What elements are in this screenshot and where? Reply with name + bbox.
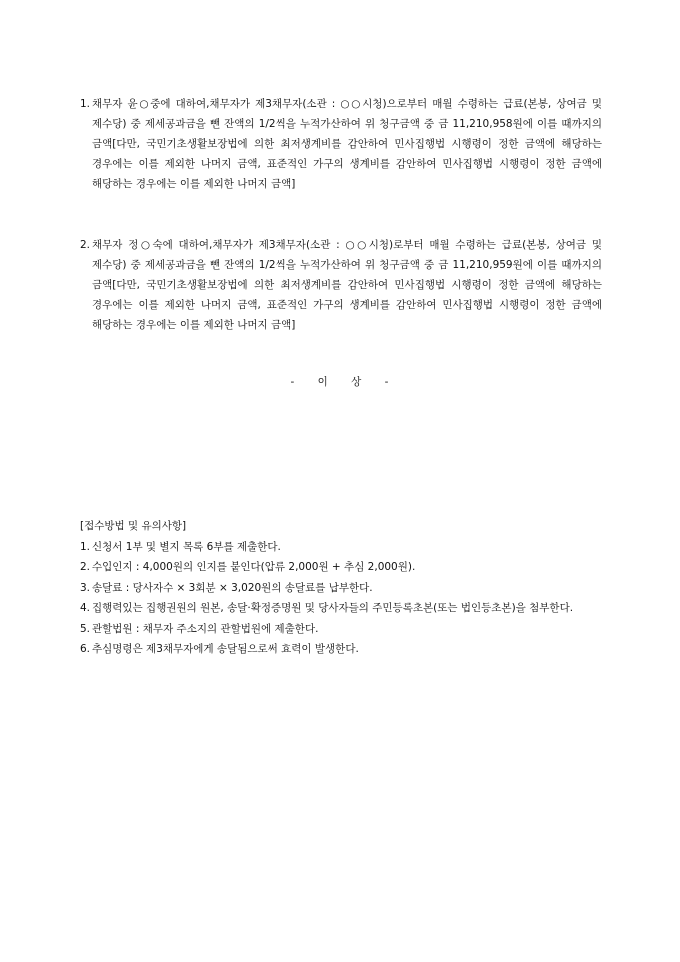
note-text: 추심명령은 제3채무자에게 송달됨으로써 효력이 발생한다. [92, 643, 359, 655]
list-item [80, 94, 602, 194]
note-item [80, 639, 606, 660]
note-item [80, 578, 606, 599]
list-item [80, 235, 602, 335]
note-text: 수입인지 : 4,000원의 인지를 붙인다(압류 2,000원 + 추심 2,000원). [92, 561, 416, 573]
note-number: 6. [80, 643, 91, 655]
item-text: 채무자 윤○중에 대하여,채무자가 제3채무자(소관 : ○○시청)으로부터 매월 수령하는 급료(본봉, 상여금 및 제수당) 중 제세공과금을 뺀 잔액의 1/2씩을 누적가산하여 위 청구금액 중 금 11,210,958원에 이를 때까지의 금액[다만, 국민기초생활보장법에 의한 최저생계비를 감안하여 민사집행법 시행령이 정한 금액에 해당하는 경우에는 이를 제외한 나머지 금액, 표준적인 가구의 생계비를 감안하여 민사집행법 시행령이 정한 금액에 해당하는 경우에는 이를 제외한 나머지 금액] [92, 98, 602, 190]
item-number: 2. [80, 239, 91, 251]
note-item [80, 619, 606, 640]
note-number: 3. [80, 581, 91, 594]
note-text: 송달료 : 당사자수 × 3회분 × 3,020원의 송달료를 납부한다. [92, 581, 373, 594]
note-number: 2. [80, 561, 91, 573]
note-item [80, 537, 606, 558]
note-item [80, 598, 606, 619]
note-item [80, 557, 606, 578]
filing-notes [80, 516, 606, 660]
item-number: 1. [80, 98, 91, 110]
closing-mark: - 이 상 - [290, 376, 390, 388]
note-number: 1. [80, 540, 91, 553]
item-text: 채무자 정○숙에 대하여,채무자가 제3채무자(소관 : ○○시청)로부터 매월 수령하는 급료(본봉, 상여금 및 제수당) 중 제세공과금을 뺀 잔액의 1/2씩을 누적가산하여 위 청구금액 중 금 11,210,959원에 이를 때까지의 금액[다만, 국민기초생활보장법에 의한 최저생계비를 감안하여 민사집행법 시행령이 정한 금액에 해당하는 경우에는 이를 제외한 나머지 금액, 표준적인 가구의 생계비를 감안하여 민사집행법 시행령이 정한 금액에 해당하는 경우에는 이를 제외한 나머지 금액] [92, 239, 602, 331]
note-text: 집행력있는 집행권원의 원본, 송달·확정증명원 및 당사자들의 주민등록초본(또는 법인등초본)을 첨부한다. [92, 602, 574, 614]
note-number: 5. [80, 622, 91, 635]
note-text: 신청서 1부 및 별지 목록 6부를 제출한다. [92, 540, 281, 553]
note-text: 관할법원 : 채무자 주소지의 관할법원에 제출한다. [92, 622, 319, 635]
note-number: 4. [80, 602, 91, 614]
notes-heading: [접수방법 및 유의사항] [80, 520, 187, 532]
